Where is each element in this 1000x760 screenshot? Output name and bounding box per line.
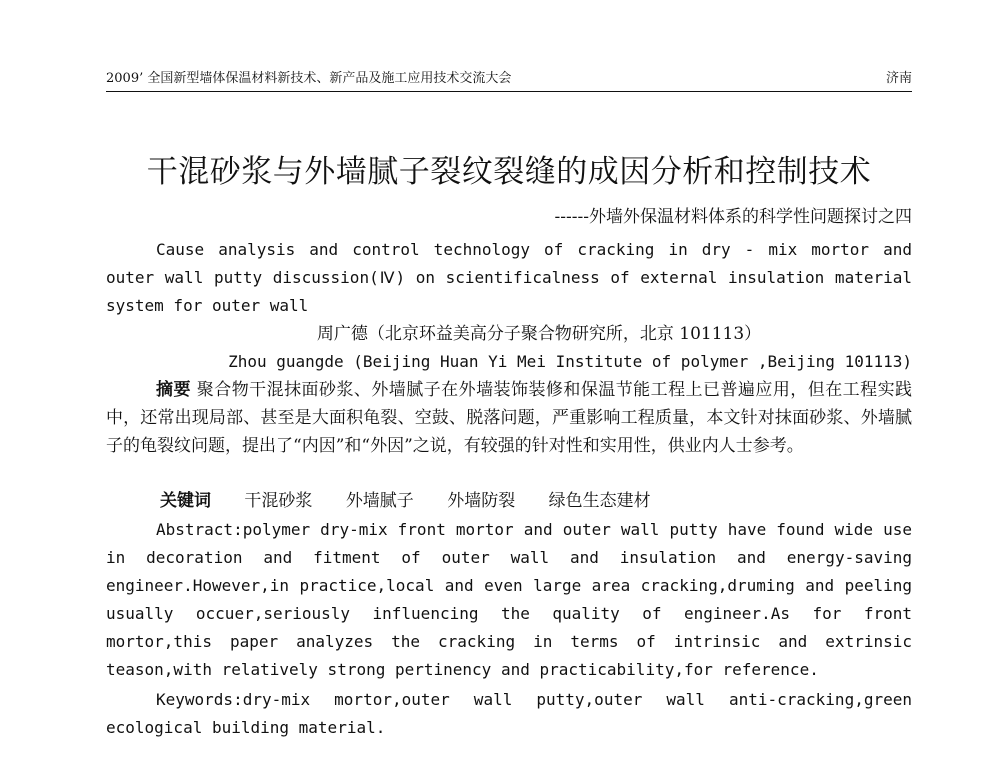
abstract-cn-label: 摘要: [156, 380, 191, 400]
author-en: Zhou guangde (Beijing Huan Yi Mei Institute of polymer ,Beijing 101113): [228, 352, 912, 371]
english-title: Cause analysis and control technology of cracking in dry - mix mortor and outer wall putty discussion(Ⅳ) on scientificalness of external insulation material system for outer wall: [106, 240, 912, 315]
abstract-en: Abstract:polymer dry-mix front mortor and outer wall putty have found wide use in decoration and fitment of outer wall and insulation and energy-saving engineer.However,in practice,local and even large area cracking,druming and peeling usually occuer,seriously influencing the quality of engineer.As for front mortor,this paper analyzes the cracking in terms of intrinsic and extrinsic teason,with relatively strong pertinency and practicability,for reference.: [106, 520, 912, 679]
keyword-cn: 外墙腻子: [345, 491, 414, 511]
paper-title: 干混砂浆与外墙腻子裂纹裂缝的成因分析和控制技术: [146, 154, 872, 190]
keyword-cn: 外墙防裂: [447, 491, 516, 511]
running-header: [106, 70, 912, 92]
keywords-cn-label: 关键词: [160, 491, 211, 511]
keyword-cn: 干混砂浆: [244, 491, 313, 511]
abstract-cn-text: 聚合物干混抹面砂浆、外墙腻子在外墙装饰装修和保温节能工程上已普遍应用，但在工程实践中，还常出现局部、甚至是大面积龟裂、空鼓、脱落问题，严重影响工程质量，本文针对抹面砂浆、外墙腻子的龟裂纹问题，提出了“内因”和“外因”之说，有较强的针对性和实用性，供业内人士参考。: [106, 380, 913, 456]
paper-subtitle: ------外墙外保温材料体系的科学性问题探讨之四: [554, 207, 912, 227]
keywords-cn: [160, 487, 912, 515]
keywords-en: Keywords:dry-mix mortor,outer wall putty,outer wall anti-cracking,green ecological building material.: [106, 690, 912, 737]
conference-name: 2009’ 全国新型墙体保温材料新技术、新产品及施工应用技术交流大会: [106, 71, 512, 86]
abstract-cn: [106, 376, 912, 460]
conference-city: 济南: [885, 71, 912, 86]
keyword-cn: 绿色生态建材: [548, 491, 651, 511]
author-cn: 周广德（北京环益美高分子聚合物研究所，北京 101113）: [316, 324, 762, 344]
